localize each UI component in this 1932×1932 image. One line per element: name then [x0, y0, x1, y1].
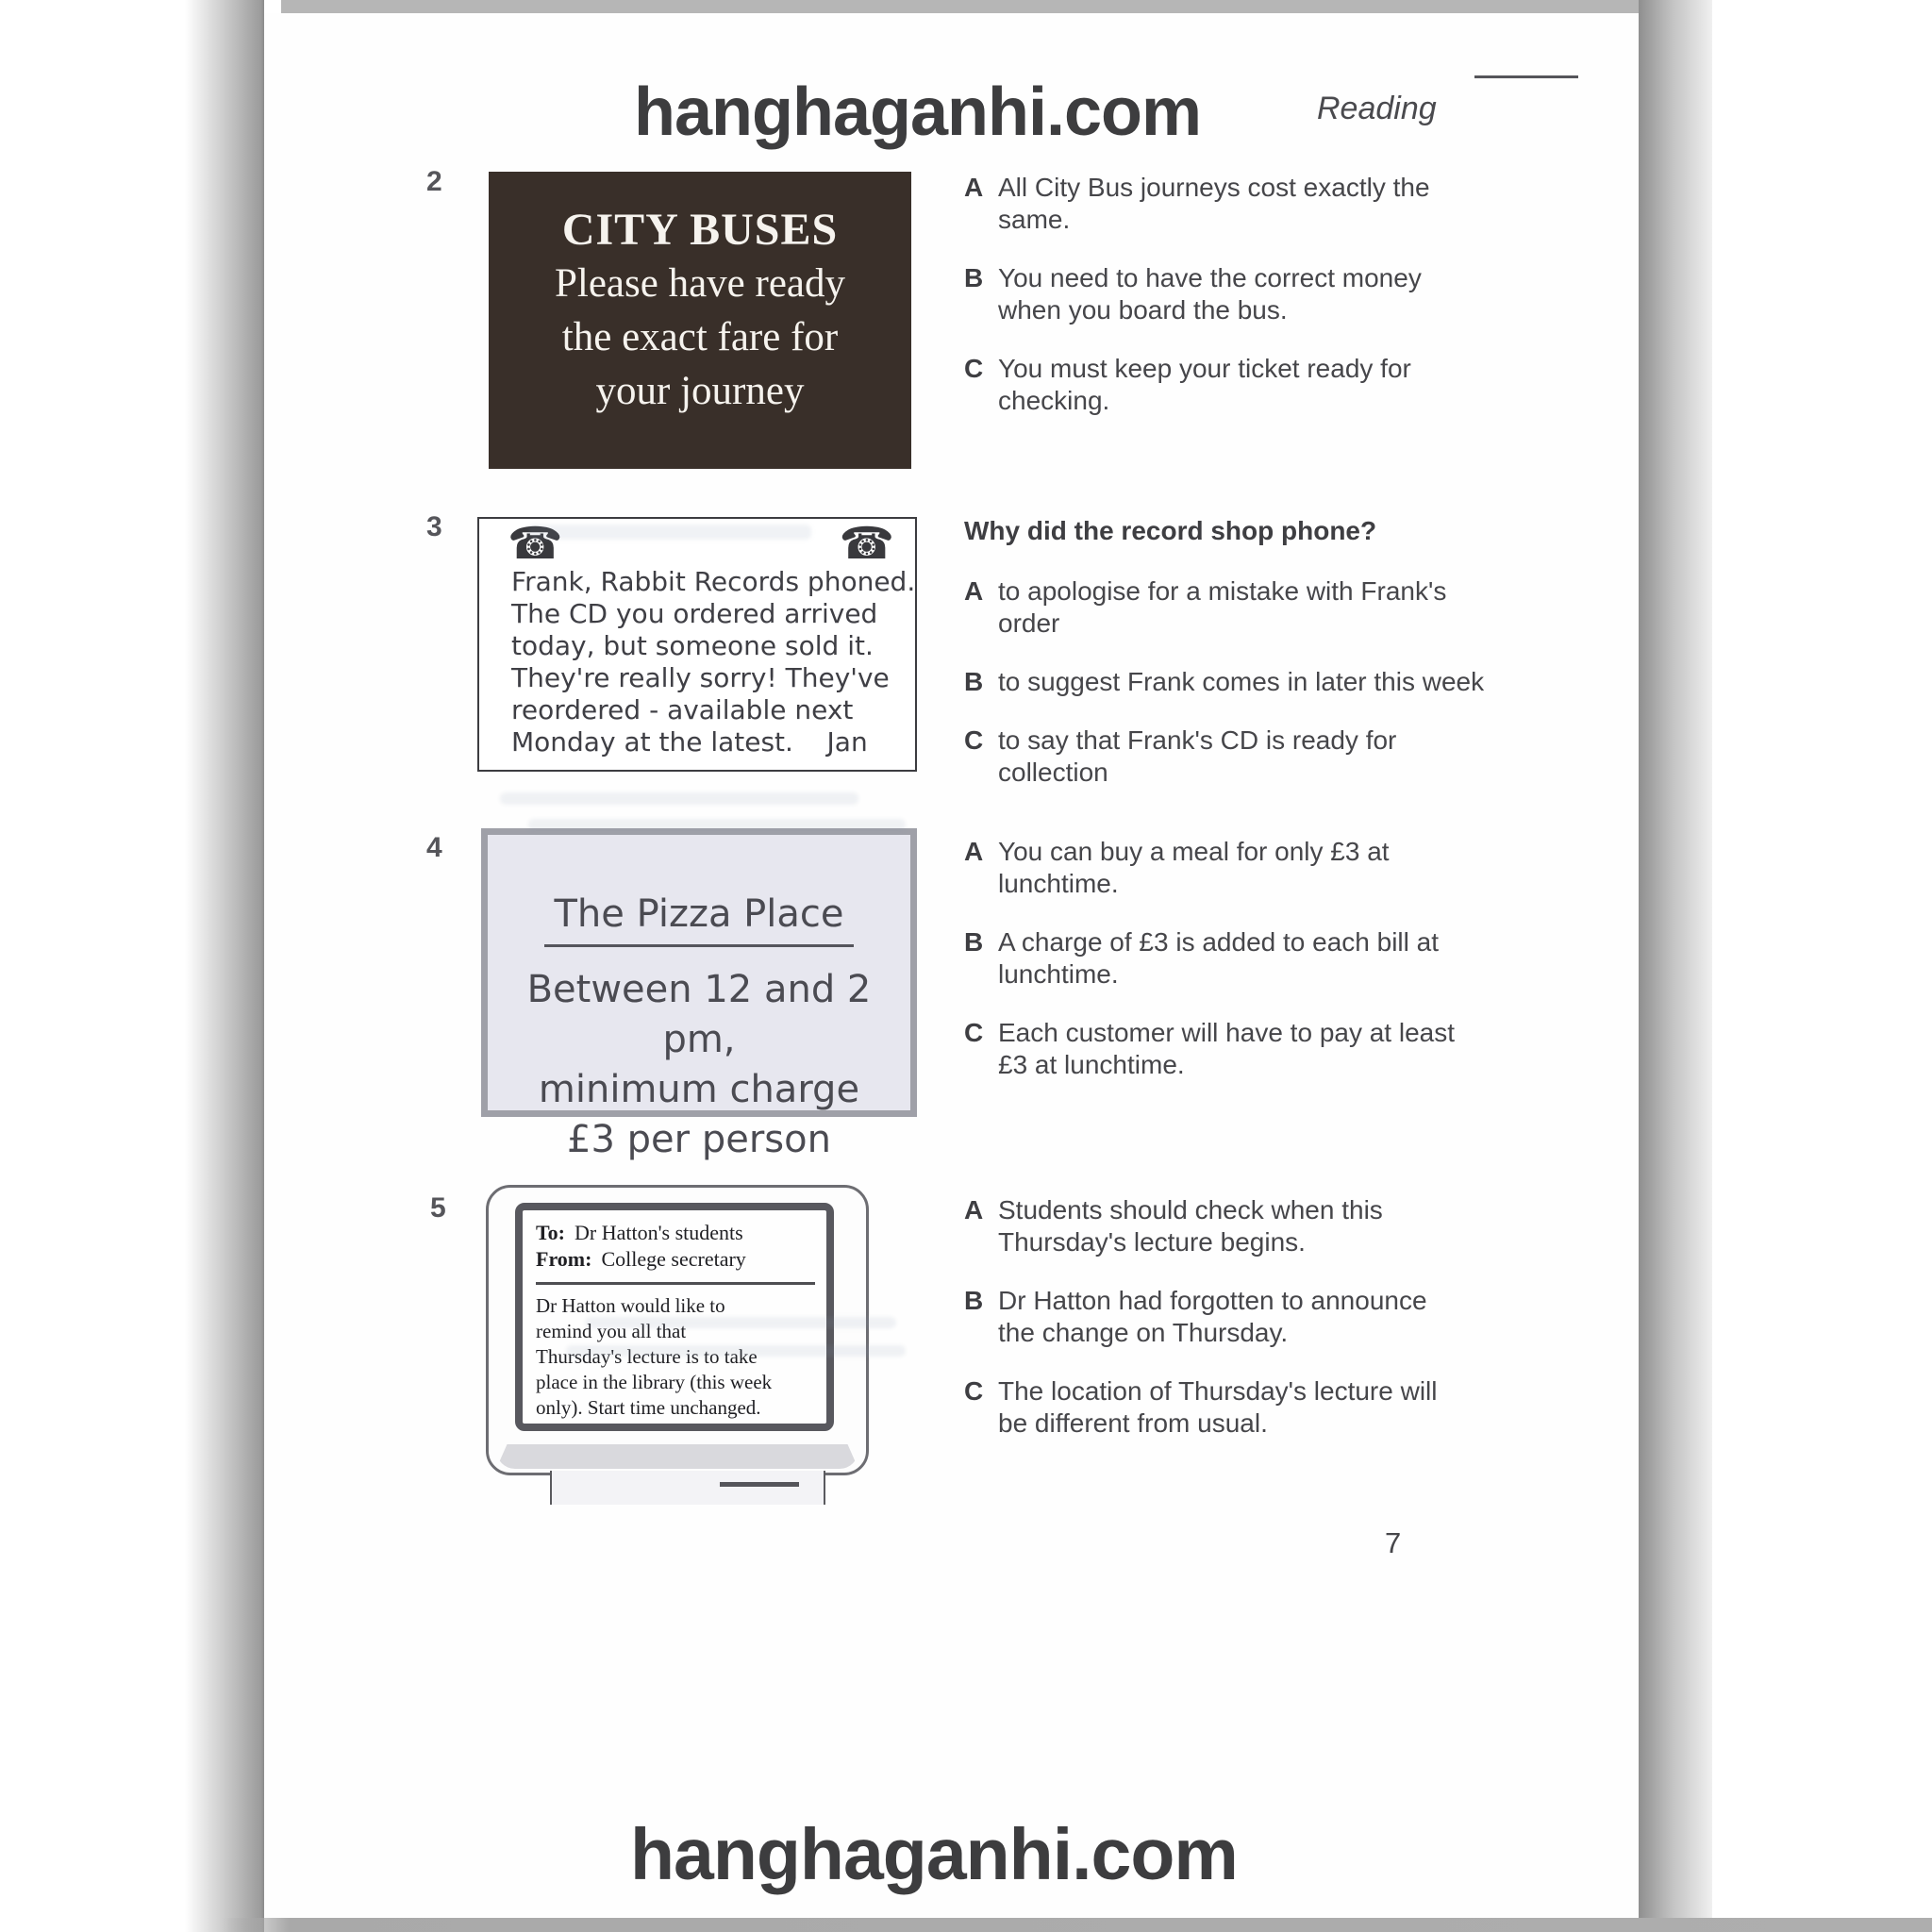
option-text: You need to have the correct money: [998, 263, 1422, 292]
computer-monitor: [486, 1185, 869, 1475]
option-label: B: [964, 927, 984, 957]
pizza-line: minimum charge: [538, 1068, 860, 1111]
monitor-stand: [550, 1471, 825, 1505]
option-text: the change on Thursday.: [998, 1318, 1289, 1347]
watermark-top: hanghaganhi.com: [634, 75, 1202, 150]
option-c: [964, 724, 1492, 789]
option-a: [964, 172, 1492, 236]
header-rule: [1474, 75, 1578, 78]
option-a: [964, 575, 1492, 640]
option-text: £3 at lunchtime.: [998, 1050, 1185, 1079]
note-line: The CD you ordered arrived: [511, 598, 878, 629]
question-5-options: [964, 1194, 1492, 1466]
option-text: All City Bus journeys cost exactly the: [998, 173, 1430, 202]
scan-edge-bottom: [223, 1918, 1932, 1932]
question-3-number: 3: [426, 511, 442, 542]
question-4-number: 4: [426, 832, 442, 863]
telephone-icon: ☎: [839, 518, 894, 568]
watermark-bottom: hanghaganhi.com: [630, 1814, 1238, 1895]
pizza-line: £3 per person: [567, 1118, 831, 1161]
pizza-sign-title: The Pizza Place: [488, 891, 910, 937]
option-text: Students should check when this: [998, 1195, 1383, 1224]
memo-body-line: Thursday's lecture is to take: [536, 1345, 758, 1368]
option-text: The location of Thursday's lecture will: [998, 1376, 1438, 1406]
option-text: lunchtime.: [998, 869, 1119, 898]
note-line: They're really sorry! They've: [511, 662, 890, 693]
pizza-sign-text: [488, 965, 910, 1165]
sign-title: CITY BUSES: [561, 205, 839, 255]
option-b: [964, 262, 1492, 326]
bleed-through-mark: [500, 792, 858, 805]
option-text: lunchtime.: [998, 959, 1119, 989]
option-text: to say that Frank's CD is ready for: [998, 725, 1397, 755]
option-label: A: [964, 173, 984, 202]
sign-line: Please have ready: [554, 261, 845, 306]
option-c: [964, 353, 1492, 417]
option-b: [964, 1285, 1492, 1349]
option-a: [964, 836, 1492, 900]
option-b: [964, 926, 1492, 991]
note-line: today, but someone sold it.: [511, 630, 874, 661]
page-number: 7: [1385, 1526, 1402, 1559]
section-label: Reading: [1317, 91, 1437, 126]
sign-line: the exact fare for: [561, 315, 839, 359]
option-label: C: [964, 1376, 984, 1406]
option-b: [964, 666, 1492, 698]
memo-body-line: only). Start time unchanged.: [536, 1396, 761, 1419]
page-shadow-left: [185, 0, 264, 1932]
memo-body-line: Dr Hatton would like to: [536, 1294, 725, 1317]
memo-body-line: remind you all that: [536, 1320, 687, 1342]
bleed-through-mark: [528, 525, 811, 540]
bleed-through-mark: [585, 1317, 896, 1328]
option-text: You can buy a meal for only £3 at: [998, 837, 1390, 866]
question-4-options: [964, 836, 1492, 1108]
option-text: order: [998, 608, 1060, 638]
note-line: reordered - available next: [511, 694, 854, 725]
option-label: C: [964, 725, 984, 755]
option-text: be different from usual.: [998, 1408, 1268, 1438]
option-text: to apologise for a mistake with Frank's: [998, 576, 1447, 606]
memo-to-line: [536, 1220, 817, 1246]
telephone-icon: ☎: [508, 518, 563, 568]
question-3-prompt: Why did the record shop phone?: [964, 516, 1377, 545]
memo-divider: [536, 1282, 815, 1285]
monitor-stand-slot: [720, 1482, 799, 1487]
option-text: Thursday's lecture begins.: [998, 1227, 1306, 1257]
option-label: C: [964, 354, 984, 383]
question-5-number: 5: [430, 1192, 446, 1224]
option-text: to suggest Frank comes in later this week: [998, 667, 1485, 696]
note-line: Monday at the latest. Jan: [511, 726, 868, 758]
city-buses-sign: [489, 172, 911, 469]
option-label: A: [964, 1195, 984, 1224]
option-text: Dr Hatton had forgotten to announce: [998, 1286, 1427, 1315]
memo-from-line: [536, 1246, 817, 1273]
option-label: B: [964, 1286, 984, 1315]
option-c: [964, 1375, 1492, 1440]
question-3-options: [964, 515, 1492, 815]
phone-message-note: [477, 517, 917, 772]
bleed-through-mark: [528, 819, 906, 831]
option-a: [964, 1194, 1492, 1258]
bleed-through-mark: [566, 1345, 906, 1357]
option-text: checking.: [998, 386, 1110, 415]
memo-to-label: To:: [536, 1221, 565, 1244]
option-text: collection: [998, 758, 1108, 787]
memo-from-label: From:: [536, 1247, 592, 1271]
option-label: A: [964, 576, 984, 606]
monitor-lip: [496, 1444, 858, 1469]
option-text: same.: [998, 205, 1071, 234]
option-text: You must keep your ticket ready for: [998, 354, 1411, 383]
pizza-line: Between 12 and 2 pm,: [526, 968, 872, 1061]
option-label: A: [964, 837, 984, 866]
option-label: B: [964, 263, 984, 292]
memo-body-line: place in the library (this week: [536, 1371, 773, 1393]
option-label: B: [964, 667, 984, 696]
pizza-place-sign: [481, 828, 917, 1161]
scan-edge-right: [1639, 0, 1712, 1932]
question-2-number: 2: [426, 166, 442, 197]
scan-edge-top: [281, 0, 1640, 13]
note-text: [511, 566, 915, 758]
option-c: [964, 1017, 1492, 1081]
memo-to-value: Dr Hatton's students: [574, 1221, 743, 1244]
option-text: when you board the bus.: [998, 295, 1288, 325]
memo-from-value: College secretary: [601, 1247, 746, 1271]
note-line: Frank, Rabbit Records phoned.: [511, 566, 916, 597]
option-text: Each customer will have to pay at least: [998, 1018, 1456, 1047]
option-text: A charge of £3 is added to each bill at: [998, 927, 1439, 957]
question-2-options: [964, 172, 1492, 443]
option-label: C: [964, 1018, 984, 1047]
sign-line: your journey: [595, 369, 805, 413]
